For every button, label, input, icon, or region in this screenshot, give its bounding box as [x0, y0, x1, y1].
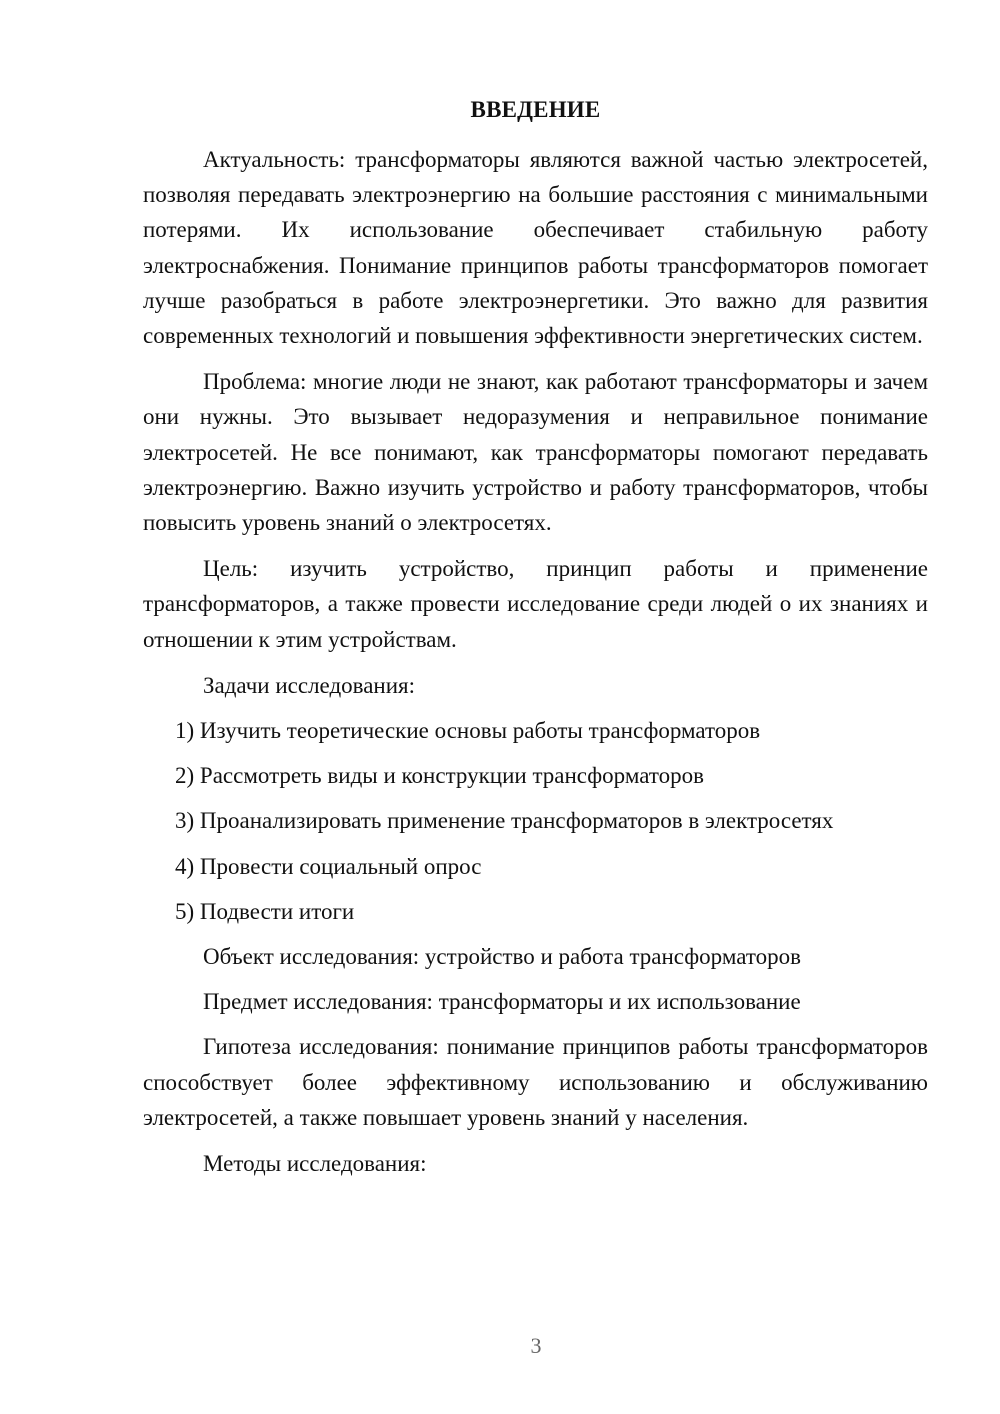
task-item: 2) Рассмотреть виды и конструкции трансформаторов	[175, 763, 704, 789]
task-item: 5) Подвести итоги	[175, 898, 355, 924]
page-number: 3	[530, 1333, 542, 1358]
goal-paragraph: Цель: изучить устройство, принцип работы и применение трансформаторов, а также провести исследование среди людей о их знаниях и отношении к этим устройствам.	[143, 556, 928, 652]
task-item: 1) Изучить теоретические основы работы трансформаторов	[175, 718, 761, 744]
research-subject: Предмет исследования: трансформаторы и их использование	[203, 989, 801, 1015]
tasks-list	[143, 713, 928, 939]
problem-paragraph: Проблема: многие люди не знают, как работают трансформаторы и зачем они нужны. Это вызывает недоразумения и неправильное понимание электросетей. Не все понимают, как трансформаторы помогают передавать электроэнергию. Важно изучить устройство и работу трансформаторов, чтобы повысить уровень знаний о электросетях.	[143, 369, 928, 536]
section-title: ВВЕДЕНИЕ	[470, 97, 601, 122]
research-object: Объект исследования: устройство и работа трансформаторов	[203, 943, 801, 969]
paragraph-spacer	[143, 657, 928, 668]
relevance-paragraph: Актуальность: трансформаторы являются важной частью электросетей, позволяя передавать электроэнергию на большие расстояния с минимальными потерями. Их использование обеспечивает стабильную работу электроснабжения. Понимание принципов работы трансформаторов помогает лучше разобраться в работе электроэнергетики. Это важно для развития современных технологий и повышения эффективности энергетических систем.	[143, 147, 928, 349]
tasks-heading: Задачи исследования:	[203, 672, 416, 698]
hypothesis-paragraph: Гипотеза исследования: понимание принципов работы трансформаторов способствует более эффективному использованию и обслуживанию электросетей, а также повышает уровень знаний у населения.	[143, 1034, 928, 1130]
paragraph-spacer	[143, 1135, 928, 1146]
methods-heading: Методы исследования:	[203, 1150, 427, 1176]
task-item: 3) Проанализировать применение трансформаторов в электросетях	[175, 808, 834, 834]
page-content	[143, 92, 928, 1191]
paragraph-spacer	[143, 353, 928, 364]
task-item: 4) Провести социальный опрос	[175, 853, 482, 879]
paragraph-spacer	[143, 540, 928, 551]
